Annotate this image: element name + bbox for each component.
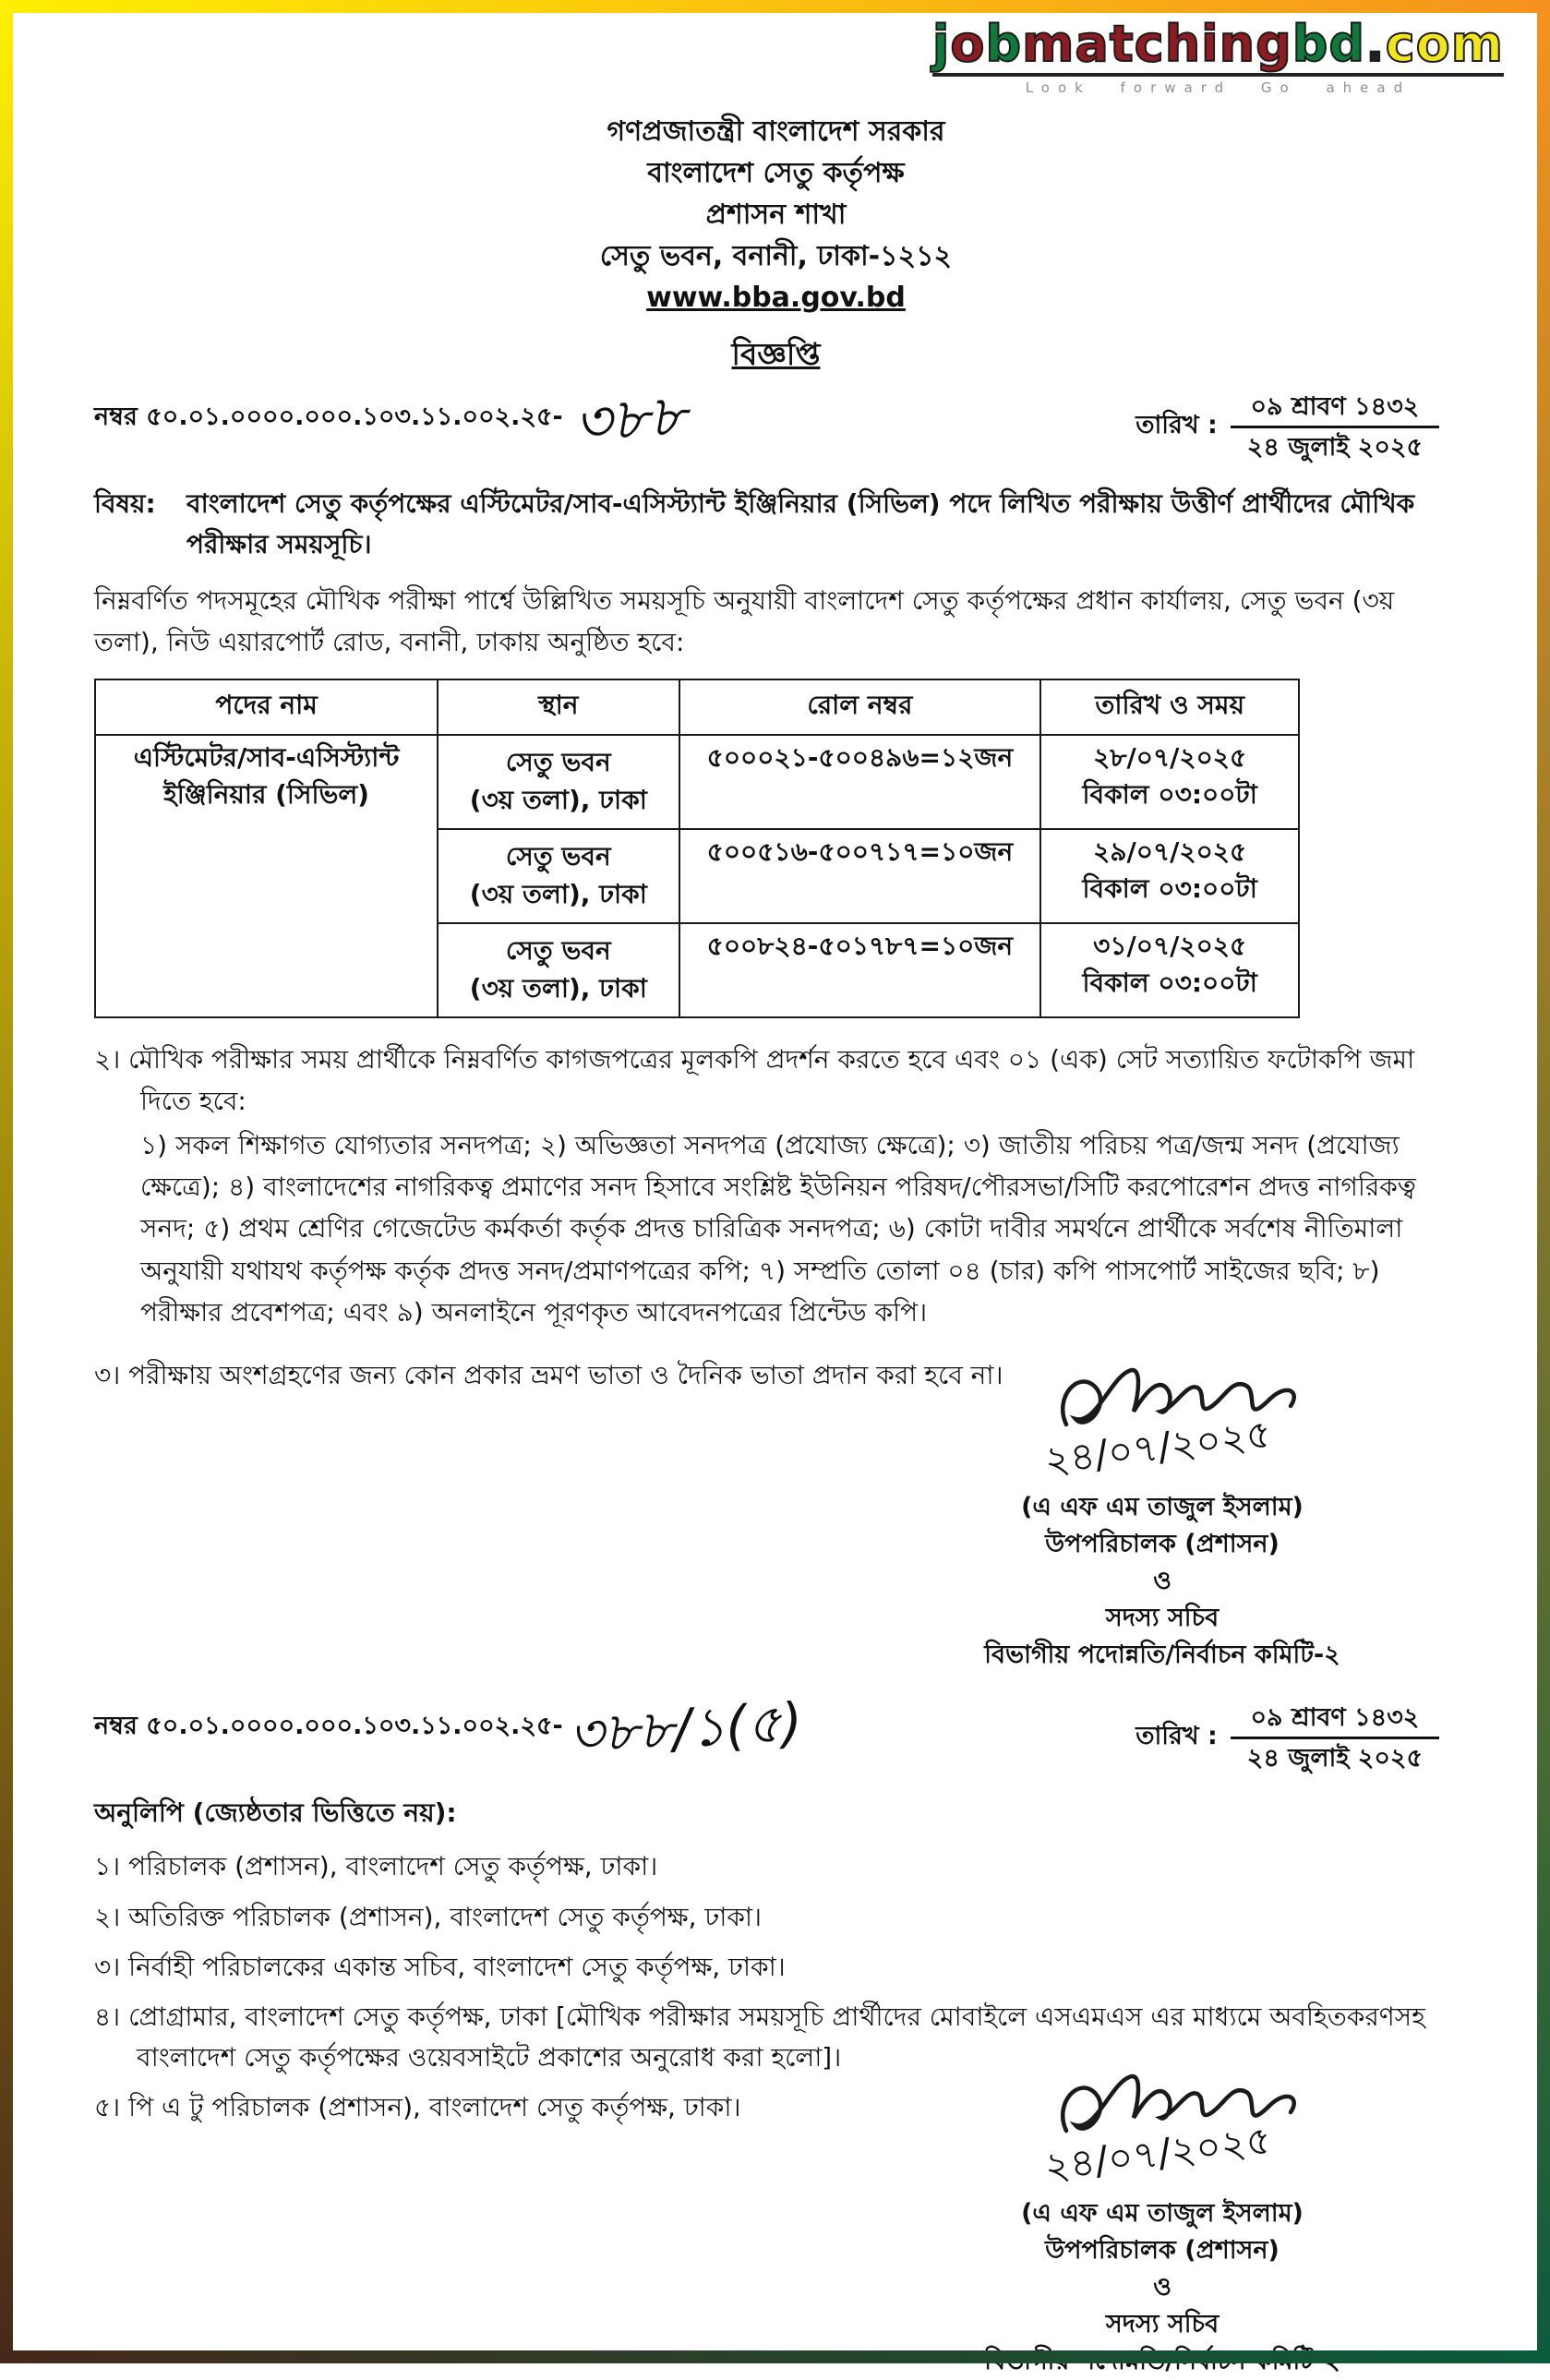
roll-cell: ৫০০৮২৪-৫০১৭৮৭=১০জন bbox=[679, 923, 1041, 1017]
signatory-title-2: সদস্য সচিব bbox=[1105, 2310, 1220, 2339]
subject-line bbox=[94, 484, 1458, 567]
date-gregorian-2: ২৪ জুলাই ২০২৫ bbox=[1246, 1744, 1423, 1773]
date-gregorian-1: ২৪ জুলাই ২০২৫ bbox=[1246, 432, 1423, 462]
memo-number-2 bbox=[94, 1690, 804, 1766]
signatory-title-3: বিভাগীয় পদোন্নতি/নির্বাচন কমিটি-২ bbox=[984, 1641, 1340, 1669]
government-name: গণপ্রজাতন্ত্রী বাংলাদেশ সরকার bbox=[607, 115, 945, 148]
table-row bbox=[95, 735, 1299, 829]
date-bangla-2: ০৯ শ্রাবণ ১৪৩২ bbox=[1231, 1701, 1439, 1739]
signatory-conjunction: ও bbox=[1153, 1567, 1172, 1596]
date-label-2: তারিখ : bbox=[1135, 1722, 1218, 1751]
signature-block-2 bbox=[867, 2049, 1458, 2380]
website-url: www.bba.gov.bd bbox=[646, 282, 906, 314]
signatory-name: (এ এফ এম তাজুল ইসলাম) bbox=[1021, 2199, 1304, 2229]
date-label-1: তারিখ : bbox=[1135, 410, 1218, 439]
jobmatchingbd-logo bbox=[931, 15, 1504, 96]
memo-number-1 bbox=[94, 380, 688, 456]
signature-block-1 bbox=[867, 1343, 1458, 1674]
paragraph-2-number: ২। bbox=[94, 1043, 121, 1075]
handwritten-sign-date: ২৪/০৭/২০২৫ bbox=[1041, 1411, 1274, 1484]
authority-name: বাংলাদেশ সেতু কর্তৃপক্ষ bbox=[647, 157, 905, 189]
copy-item: ৫। পি এ টু পরিচালক (প্রশাসন), বাংলাদেশ সেতু কর্তৃপক্ষ, ঢাকা। bbox=[94, 2092, 741, 2123]
frame-left-edge bbox=[0, 0, 13, 2363]
reference-row-2 bbox=[94, 1690, 1458, 1774]
signatory-title-1: উপপরিচালক (প্রশাসন) bbox=[1045, 1530, 1280, 1559]
document-page bbox=[13, 13, 1537, 2350]
brand-tagline: Look forward Go ahead bbox=[1025, 78, 1412, 96]
signatory-title-1: উপপরিচালক (প্রশাসন) bbox=[1045, 2236, 1280, 2266]
date-block-1 bbox=[1135, 391, 1439, 463]
roll-cell: ৫০০৫১৬-৫০০৭১৭=১০জন bbox=[679, 829, 1041, 923]
subject-label: বিষয়: bbox=[94, 487, 156, 519]
memo-number-label-2: নম্বর ৫০.০১.০০০০.০০০.১০৩.১১.০০২.২৫- bbox=[94, 1712, 563, 1741]
brand-wordmark: jobmatchingbd.com bbox=[932, 18, 1504, 77]
paragraph-3-number: ৩। bbox=[94, 1360, 121, 1391]
col-header-post: পদের নাম bbox=[95, 679, 438, 735]
venue-cell: সেতু ভবন (৩য় তলা), ঢাকা bbox=[438, 923, 679, 1017]
frame-right-edge bbox=[1537, 0, 1550, 2363]
handwritten-memo-number-1: ৩৮৮ bbox=[571, 380, 688, 456]
col-header-datetime: তারিখ ও সময় bbox=[1040, 679, 1299, 735]
venue-cell: সেতু ভবন (৩য় তলা), ঢাকা bbox=[438, 829, 679, 923]
branch-name: প্রশাসন শাখা bbox=[705, 198, 847, 231]
handwritten-memo-number-2: ৩৮৮/১(৫) bbox=[567, 1690, 804, 1766]
reference-row-1 bbox=[94, 380, 1458, 463]
subject-text: বাংলাদেশ সেতু কর্তৃপক্ষের এস্টিমেটর/সাব-এসিস্ট্যান্ট ইঞ্জিনিয়ার (সিভিল) পদে লিখিত পরীক্ষায় উত্তীর্ণ প্রার্থীদের মৌখিক পরীক্ষার সময়সূচি। bbox=[186, 487, 1415, 560]
datetime-cell: ২৯/০৭/২০২৫ বিকাল ০৩:০০টা bbox=[1040, 829, 1299, 923]
copy-item: ৪। প্রোগ্রামার, বাংলাদেশ সেতু কর্তৃপক্ষ, ঢাকা [মৌখিক পরীক্ষার সময়সূচি প্রার্থীদের মোবাইলে এসএমএস এর মাধ্যমে অবহিতকরণসহ বাংলাদেশ সেতু কর্তৃপক্ষের ওয়েবসাইটে প্রকাশের অনুরোধ করা হলো]। bbox=[94, 2001, 1425, 2073]
notice-title: বিজ্ঞপ্তি bbox=[731, 336, 821, 372]
table-header-row bbox=[95, 679, 1299, 735]
date-bangla-1: ০৯ শ্রাবণ ১৪৩২ bbox=[1231, 391, 1439, 428]
signatory-conjunction: ও bbox=[1153, 2273, 1172, 2302]
paragraph-2-text: মৌখিক পরীক্ষার সময় প্রার্থীকে নিম্নবর্ণিত কাগজপত্রের মূলকপি প্রদর্শন করতে হবে এবং ০১ (এক) সেট সত্যায়িত ফটোকপি জমা দিতে হবে: bbox=[128, 1043, 1415, 1117]
venue-cell: সেতু ভবন (৩য় তলা), ঢাকা bbox=[438, 735, 679, 829]
signatory-title-2: সদস্য সচিব bbox=[1105, 1604, 1220, 1633]
date-fraction-1 bbox=[1231, 391, 1439, 463]
memo-number-label-1: নম্বর ৫০.০১.০০০০.০০০.১০৩.১১.০০২.২৫- bbox=[94, 403, 563, 431]
post-name-line2: ইঞ্জিনিয়ার (সিভিল) bbox=[163, 779, 369, 811]
frame-top-edge bbox=[0, 0, 1550, 13]
copies-heading: অনুলিপি (জ্যেষ্ঠতার ভিত্তিতে নয়): bbox=[94, 1797, 457, 1829]
exam-schedule-table bbox=[94, 679, 1300, 1018]
paragraph-2 bbox=[94, 1039, 1458, 1334]
copy-item: ৩। নির্বাহী পরিচালকের একান্ত সচিব, বাংলাদেশ সেতু কর্তৃপক্ষ, ঢাকা। bbox=[94, 1951, 786, 1982]
letterhead bbox=[94, 111, 1458, 378]
office-address: সেতু ভবন, বনানী, ঢাকা-১২১২ bbox=[599, 240, 953, 272]
handwritten-sign-date: ২৪/০৭/২০২৫ bbox=[1041, 2117, 1274, 2191]
frame-bottom-edge bbox=[0, 2350, 1550, 2363]
signatory-name: (এ এফ এম তাজুল ইসলাম) bbox=[1021, 1493, 1304, 1522]
copy-item: ১। পরিচালক (প্রশাসন), বাংলাদেশ সেতু কর্তৃপক্ষ, ঢাকা। bbox=[94, 1851, 658, 1882]
date-block-2 bbox=[1135, 1701, 1439, 1774]
col-header-venue: স্থান bbox=[438, 679, 679, 735]
intro-paragraph: নিম্নবর্ণিত পদসমূহের মৌখিক পরীক্ষা পার্শ্বে উল্লিখিত সময়সূচি অনুযায়ী বাংলাদেশ সেতু কর্তৃপক্ষের প্রধান কার্যালয়, সেতু ভবন (৩য় তলা), নিউ এয়ারপোর্ট রোড, বনানী, ঢাকায় অনুষ্ঠিত হবে: bbox=[94, 585, 1395, 658]
date-fraction-2 bbox=[1231, 1701, 1439, 1774]
post-name-cell bbox=[95, 735, 438, 1017]
col-header-roll: রোল নম্বর bbox=[679, 679, 1041, 735]
roll-cell: ৫০০০২১-৫০০৪৯৬=১২জন bbox=[679, 735, 1041, 829]
datetime-cell: ২৮/০৭/২০২৫ বিকাল ০৩:০০টা bbox=[1040, 735, 1299, 829]
post-name-line1: এস্টিমেটর/সাব-এসিস্ট্যান্ট bbox=[133, 741, 400, 773]
copy-item: ২। অতিরিক্ত পরিচালক (প্রশাসন), বাংলাদেশ সেতু কর্তৃপক্ষ, ঢাকা। bbox=[94, 1901, 763, 1932]
paragraph-3-text: পরীক্ষায় অংশগ্রহণের জন্য কোন প্রকার ভ্রমণ ভাতা ও দৈনিক ভাতা প্রদান করা হবে না। bbox=[128, 1360, 1003, 1391]
required-documents-list: ১) সকল শিক্ষাগত যোগ্যতার সনদপত্র; ২) অভিজ্ঞতা সনদপত্র (প্রযোজ্য ক্ষেত্রে); ৩) জাতীয় পরিচয় পত্র/জন্ম সনদ (প্রযোজ্য ক্ষেত্রে); ৪) বাংলাদেশের নাগরিকত্ব প্রমাণের সনদ হিসাবে সংশ্লিষ্ট ইউনিয়ন পরিষদ/পৌরসভা/সিটি করপোরেশন প্রদত্ত নাগরিকত্ব সনদ; ৫) প্রথম শ্রেণির গেজেটেড কর্মকর্তা কর্তৃক প্রদত্ত চারিত্রিক সনদপত্র; ৬) কোটা দাবীর সমর্থনে প্রার্থীকে সর্বশেষ নীতিমালা অনুযায়ী যথাযথ কর্তৃপক্ষ কর্তৃক প্রদত্ত সনদ/প্রমাণপত্রের কপি; ৭) সম্প্রতি তোলা ০৪ (চার) কপি পাসপোর্ট সাইজের ছবি; ৮) পরীক্ষার প্রবেশপত্র; এবং ৯) অনলাইনে পূরণকৃত আবেদনপত্রের প্রিন্টেড কপি। bbox=[140, 1129, 1416, 1328]
datetime-cell: ৩১/০৭/২০২৫ বিকাল ০৩:০০টা bbox=[1040, 923, 1299, 1017]
